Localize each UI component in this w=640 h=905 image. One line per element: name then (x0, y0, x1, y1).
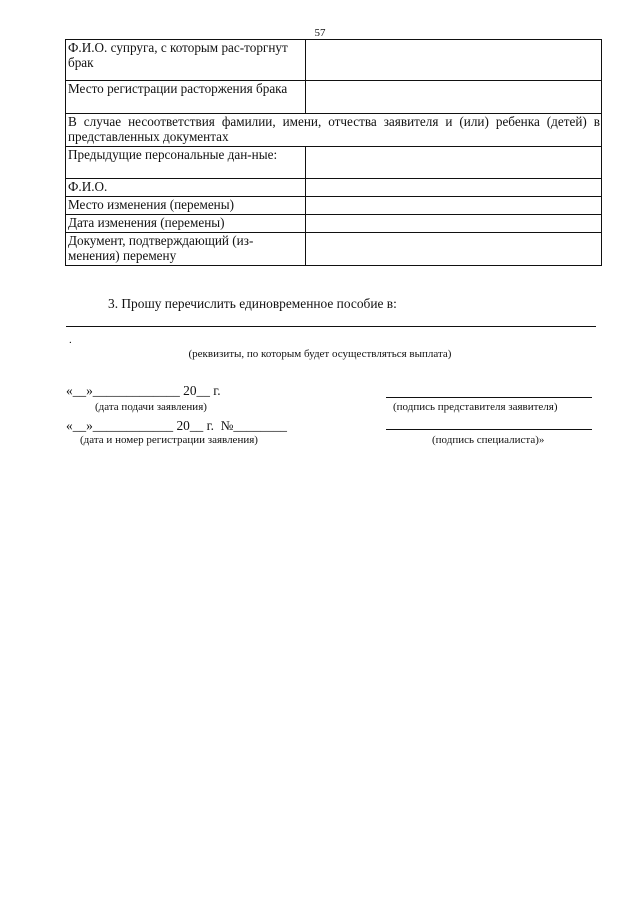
submission-date-line[interactable]: «__»_____________ 20__ г. (66, 383, 221, 398)
representative-signature-line[interactable] (386, 397, 592, 398)
row-value-divorced-spouse[interactable] (306, 40, 602, 81)
dot-mark: . (69, 334, 72, 346)
table-row (66, 233, 602, 266)
row-label-change-place: Место изменения (перемены) (66, 197, 306, 215)
requisites-caption: (реквизиты, по которым будет осуществляться выплата) (188, 348, 452, 360)
row-value-change-document[interactable] (306, 233, 602, 266)
row-value-change-place[interactable] (306, 197, 602, 215)
submission-date-caption: (дата подачи заявления) (95, 401, 207, 413)
payment-request-text: 3. Прошу перечислить единовременное пособие в: (108, 296, 397, 311)
registration-date-caption: (дата и номер регистрации заявления) (80, 434, 258, 446)
row-label-fio: Ф.И.О. (66, 179, 306, 197)
row-value-previous-data[interactable] (306, 147, 602, 179)
table-row (66, 40, 602, 81)
row-label-divorced-spouse: Ф.И.О. супруга, с которым рас-торгнут брак (66, 40, 306, 81)
table-row (66, 81, 602, 114)
requisites-input-line[interactable] (66, 326, 596, 327)
table-row (66, 147, 602, 179)
table-row (66, 114, 602, 147)
row-mismatch-heading: В случае несоответствия фамилии, имени, отчества заявителя и (или) ребенка (детей) в представленных документах (66, 114, 602, 147)
row-label-change-date: Дата изменения (перемены) (66, 215, 306, 233)
table-row (66, 215, 602, 233)
row-label-change-document: Документ, подтверждающий (из-менения) перемену (66, 233, 306, 266)
row-label-previous-data: Предыдущие персональные дан-ные: (66, 147, 306, 179)
specialist-signature-line[interactable] (386, 429, 592, 430)
representative-signature-caption: (подпись представителя заявителя) (393, 401, 558, 413)
table-row (66, 197, 602, 215)
row-value-divorce-place[interactable] (306, 81, 602, 114)
table-row (66, 179, 602, 197)
page-number: 57 (314, 27, 326, 39)
specialist-signature-caption: (подпись специалиста)» (432, 434, 545, 446)
row-value-change-date[interactable] (306, 215, 602, 233)
row-label-divorce-place: Место регистрации расторжения брака (66, 81, 306, 114)
registration-date-number-line[interactable]: «__»____________ 20__ г. №________ (66, 418, 287, 433)
applicant-data-table (65, 39, 602, 266)
row-value-fio[interactable] (306, 179, 602, 197)
